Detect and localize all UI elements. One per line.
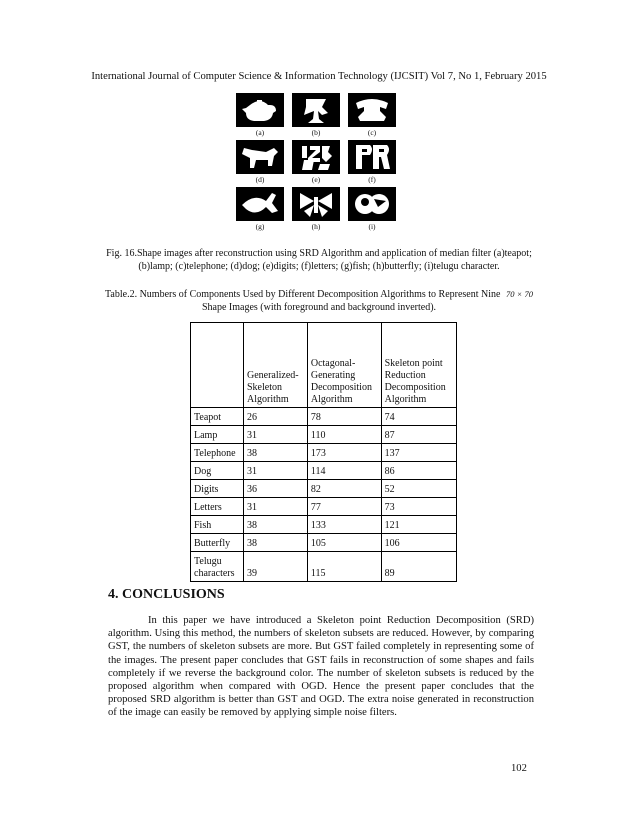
table-row — [191, 426, 457, 444]
table-cell: Digits — [191, 480, 244, 498]
journal-header: International Journal of Computer Science & Information Technology (IJCSIT) Vol 7, No 1, February 2015 — [91, 71, 547, 82]
table-caption — [96, 288, 542, 314]
components-table — [190, 322, 457, 582]
table-cell: Lamp — [191, 426, 244, 444]
figure-panel-teapot — [236, 93, 284, 140]
table-cell: 31 — [244, 498, 308, 516]
table-cell: 114 — [307, 462, 381, 480]
figure-label: (g) — [255, 222, 265, 231]
table-cell: 173 — [307, 444, 381, 462]
table-cell: 110 — [307, 426, 381, 444]
figure-label: (e) — [311, 175, 321, 184]
figure-label: (a) — [255, 128, 265, 137]
table-cell: 36 — [244, 480, 308, 498]
figure-panel-fish — [236, 187, 284, 234]
table-row — [191, 552, 457, 582]
table-header-row — [191, 323, 457, 408]
figure-row — [236, 140, 396, 187]
figure-caption: Fig. 16.Shape images after reconstruction using SRD Algorithm and application of median filter (a)teapot; (b)lamp; (c)telephone; (d)dog; (e)digits; (f)letters; (g)fish; (h)butterfly; (i)telugu character. — [106, 248, 532, 272]
table-cell: 121 — [381, 516, 456, 534]
table-row — [191, 480, 457, 498]
section-heading: 4. CONCLUSIONS — [108, 587, 225, 602]
table-row — [191, 498, 457, 516]
table-cell: 39 — [244, 552, 308, 582]
dog-shape-image — [236, 140, 284, 174]
table-caption-text: Table.2. Numbers of Components Used by Different Decomposition Algorithms to Represent Nine — [105, 289, 501, 300]
table-cell: 26 — [244, 408, 308, 426]
table-cell: 133 — [307, 516, 381, 534]
figure-label: (f) — [368, 175, 376, 184]
table-cell: 77 — [307, 498, 381, 516]
figure-label: (h) — [311, 222, 321, 231]
conclusions-paragraph: In this paper we have introduced a Skeleton point Reduction Decomposition (SRD) algorithm. Using this method, the numbers of skeleton subsets are reduced. However, by comparing GST, the numbers of skeleton subsets are more. But GST failed completely in representing some of the images. The present paper concludes that GST fails in reconstruction of some shapes and fails completely if we reverse the background color. The number of skeleton subsets is reduced by the proposed algorithm when compared with OGD. Hence the present paper concludes that the proposed SRD algorithm is better than GST and OGD. The extra noise generated in reconstruction of the image can easily be removed by applying simple noise filters. — [108, 615, 534, 719]
table-cell: 78 — [307, 408, 381, 426]
table-cell: Telephone — [191, 444, 244, 462]
table-cell: 86 — [381, 462, 456, 480]
table-cell: Letters — [191, 498, 244, 516]
table-cell: 115 — [307, 552, 381, 582]
table-caption-dimension: 70 × 70 — [505, 289, 533, 299]
table-row — [191, 516, 457, 534]
table-cell: 38 — [244, 444, 308, 462]
fish-shape-image — [236, 187, 284, 221]
figure-panel-lamp — [292, 93, 340, 140]
table-row — [191, 444, 457, 462]
figure-panel-butterfly — [292, 187, 340, 234]
digits-shape-image — [292, 140, 340, 174]
page-number: 102 — [511, 763, 527, 774]
table-header-cell: Octagonal-Generating Decomposition Algorithm — [307, 323, 381, 408]
section-number: 4 — [108, 587, 115, 602]
table-cell: Fish — [191, 516, 244, 534]
table-cell: 38 — [244, 534, 308, 552]
figure-label: (d) — [255, 175, 265, 184]
table-header-cell: Skeleton point Reduction Decomposition Algorithm — [381, 323, 456, 408]
teapot-shape-image — [236, 93, 284, 127]
table-caption-line2: Shape Images (with foreground and background inverted). — [201, 302, 437, 313]
table-cell: 87 — [381, 426, 456, 444]
letters-shape-image — [348, 140, 396, 174]
table-cell: 105 — [307, 534, 381, 552]
table-cell: 73 — [381, 498, 456, 516]
lamp-shape-image — [292, 93, 340, 127]
telugu-character-shape-image — [348, 187, 396, 221]
section-title: CONCLUSIONS — [122, 587, 225, 602]
figure-label: (i) — [368, 222, 376, 231]
table-header-cell — [191, 323, 244, 408]
telephone-shape-image — [348, 93, 396, 127]
table-cell: 137 — [381, 444, 456, 462]
figure-panel-digits — [292, 140, 340, 187]
table-cell: 89 — [381, 552, 456, 582]
butterfly-shape-image — [292, 187, 340, 221]
table-cell: 106 — [381, 534, 456, 552]
table-cell: Telugu characters — [191, 552, 244, 582]
table-row — [191, 462, 457, 480]
figure-panel-letters — [348, 140, 396, 187]
table-cell: Teapot — [191, 408, 244, 426]
table-cell: Butterfly — [191, 534, 244, 552]
table-row — [191, 534, 457, 552]
figure-label: (c) — [367, 128, 377, 137]
table-cell: 74 — [381, 408, 456, 426]
figure-label: (b) — [311, 128, 321, 137]
figure-panel-telephone — [348, 93, 396, 140]
figure-panel-dog — [236, 140, 284, 187]
table-cell: 31 — [244, 462, 308, 480]
table-cell: 82 — [307, 480, 381, 498]
figure-panel-telugu — [348, 187, 396, 234]
table-cell: 52 — [381, 480, 456, 498]
table-cell: 31 — [244, 426, 308, 444]
figure-row — [236, 93, 396, 140]
table-cell: Dog — [191, 462, 244, 480]
table-header-cell: Generalized-Skeleton Algorithm — [244, 323, 308, 408]
table-cell: 38 — [244, 516, 308, 534]
shape-figure-grid — [236, 93, 396, 234]
figure-row — [236, 187, 396, 234]
table-row — [191, 408, 457, 426]
